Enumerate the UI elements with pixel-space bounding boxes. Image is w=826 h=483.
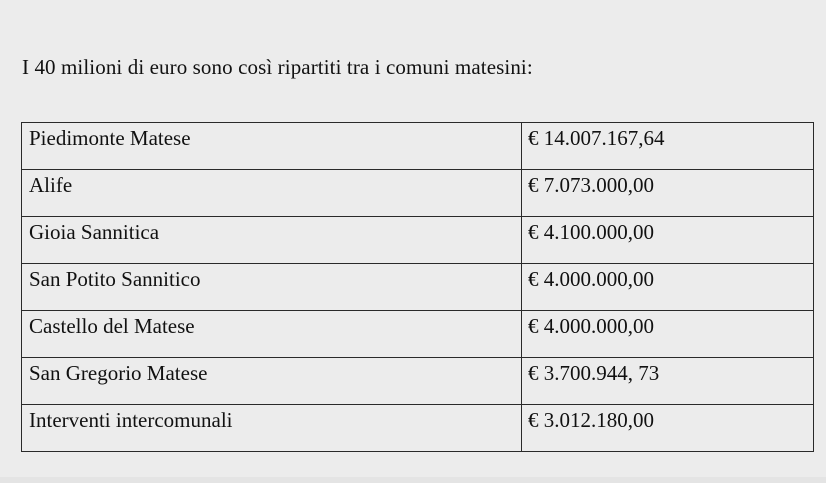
municipality-cell: Castello del Matese	[22, 311, 522, 358]
amount-cell: € 4.000.000,00	[522, 264, 814, 311]
amount-cell: € 3.700.944, 73	[522, 358, 814, 405]
table-row	[22, 358, 814, 405]
amount-cell: € 3.012.180,00	[522, 405, 814, 452]
municipality-cell: Alife	[22, 170, 522, 217]
municipality-cell: San Gregorio Matese	[22, 358, 522, 405]
bottom-divider	[0, 477, 826, 483]
table-row	[22, 217, 814, 264]
table-row	[22, 405, 814, 452]
amount-cell: € 4.100.000,00	[522, 217, 814, 264]
table-row	[22, 170, 814, 217]
allocation-table	[21, 122, 814, 452]
intro-text: I 40 milioni di euro sono così ripartiti tra i comuni matesini:	[22, 55, 533, 79]
amount-cell: € 7.073.000,00	[522, 170, 814, 217]
table-row	[22, 123, 814, 170]
amount-cell: € 4.000.000,00	[522, 311, 814, 358]
table-row	[22, 264, 814, 311]
table-row	[22, 311, 814, 358]
municipality-cell: San Potito Sannitico	[22, 264, 522, 311]
municipality-cell: Gioia Sannitica	[22, 217, 522, 264]
municipality-cell: Piedimonte Matese	[22, 123, 522, 170]
amount-cell: € 14.007.167,64	[522, 123, 814, 170]
municipality-cell: Interventi intercomunali	[22, 405, 522, 452]
